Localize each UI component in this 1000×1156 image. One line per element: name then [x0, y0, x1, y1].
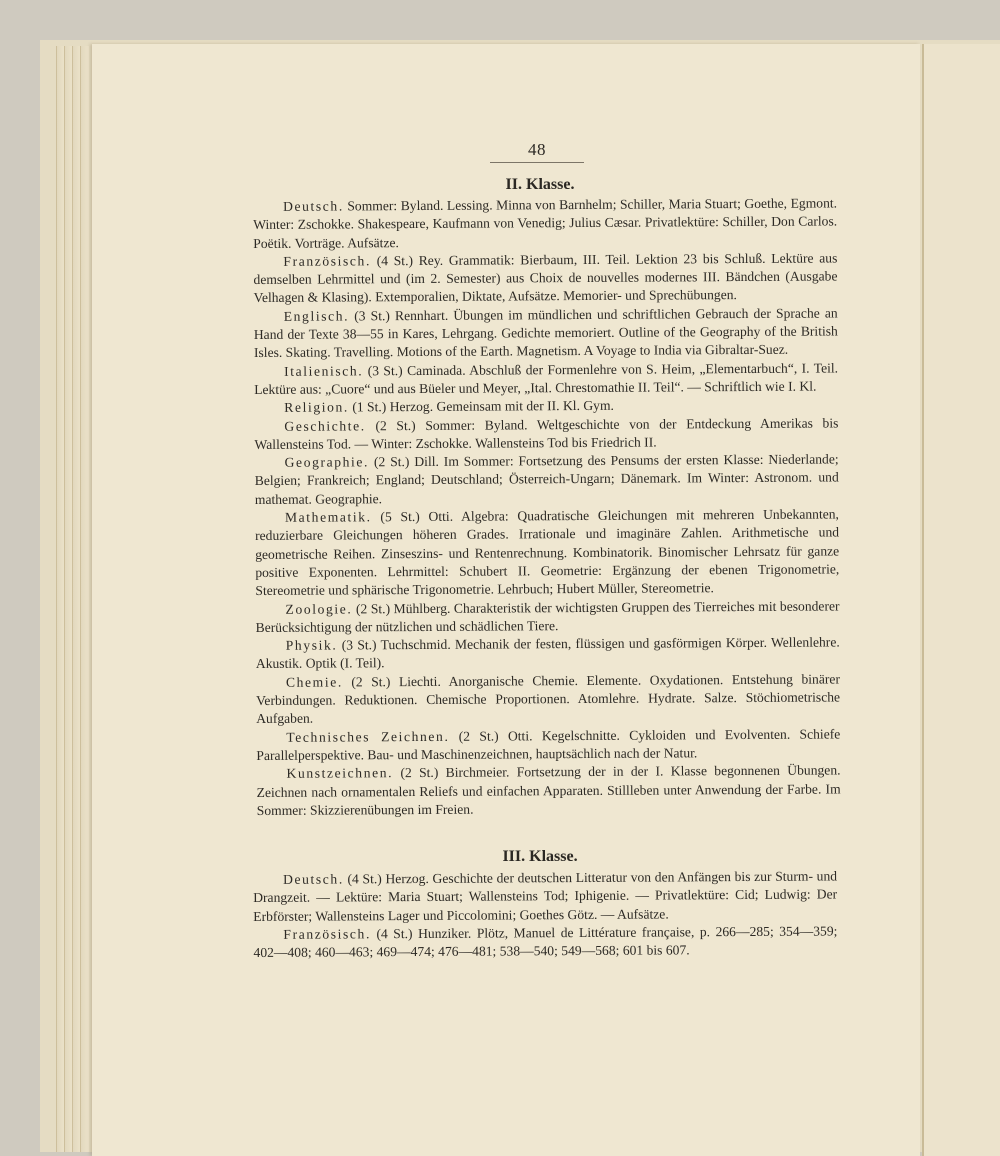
subject-paragraph — [256, 762, 840, 820]
subject-paragraph — [254, 304, 838, 362]
subject-name: Chemie. — [285, 674, 343, 690]
subject-paragraph — [253, 922, 837, 962]
subject-name: Französisch. — [283, 253, 371, 269]
subject-paragraph — [253, 249, 837, 307]
facing-page-edge — [922, 44, 1000, 1156]
subject-name: Italienisch. — [284, 363, 364, 379]
subject-name: Kunstzeichnen. — [286, 765, 394, 782]
subject-description: (3 St.) Caminada. Abschluß der Formenlehre von S. Heim, „Elementarbuch“, I. Teil. Lektüre aus: „Cuore“ und aus Büeler und Meyer, „Ital. Chrestomathie II. Teil“. — Schriftlich wie I. Kl. — [254, 360, 839, 397]
subject-description: (4 St.) Rey. Grammatik: Bierbaum, III. Teil. Lektion 23 bis Schluß. Lektüre aus demselben Lehrmittel und (im 2. Semester) aus Choix de nouvelles modernes III. Bändchen (Ausgabe Velhagen & Klasing). Extemporalien, Diktate, Aufsätze. Memorier- und Sprechübungen. — [253, 250, 838, 306]
subject-paragraph — [253, 867, 837, 925]
subject-description: (3 St.) Tuchschmid. Mechanik der festen, flüssigen und gasförmigen Körper. Wellenlehre. Akustik. Optik (I. Teil). — [255, 634, 840, 672]
subject-paragraph — [255, 597, 839, 637]
page-number: 48 — [490, 140, 584, 163]
subject-description: (2 St.) Liechti. Anorganische Chemie. Elemente. Oxydationen. Entstehung binärer Verbindungen. Reduktionen. Chemische Proportionen. Atomlehre. Hydrate. Salze. Stöchiometrische Aufgaben. — [256, 671, 841, 727]
subject-name: Deutsch. — [283, 198, 344, 214]
subject-description: Sommer: Byland. Lessing. Minna von Barnhelm; Schiller, Maria Stuart; Goethe, Egmont. Winter: Zschokke. Shakespeare, Kaufmann von Venedig; Julius Cæsar. Privatlektüre: Schiller, Don Carlos. Poëtik. Vorträge. Aufsätze. — [253, 195, 838, 251]
subject-paragraph — [255, 451, 839, 509]
subject-name: Deutsch. — [283, 871, 344, 887]
subject-description: (2 St.) Sommer: Byland. Weltgeschichte von der Entdeckung Amerikas bis Wallensteins Tod. — Winter: Zschokke. Wallensteins Tod bis Friedrich II. — [254, 414, 839, 452]
subject-description: (2 St.) Birchmeier. Fortsetzung der in der I. Klasse begonnenen Übungen. Zeichnen nach ornamentalen Reliefs und einfachen Apparaten. Stillleben unter Anwendung der Farbe. Im Sommer: Skizzierenübungen im Freien. — [256, 762, 841, 818]
subject-description: (3 St.) Rennhart. Übungen im mündlichen und schriftlichen Gebrauch der Sprache an Hand der Texte 38—55 in Kares, Lehrgang. Gedichte memoriert. Outline of the Geography of the British Isles. Skating. Travelling. Motions of the Earth. Magnetism. A Voyage to India via Gibraltar-Suez. — [253, 305, 838, 361]
subject-name: Zoologie. — [285, 600, 353, 617]
page-edge — [80, 46, 89, 1152]
subject-name: Mathematik. — [284, 509, 372, 525]
subject-description: (2 St.) Otti. Kegelschnitte. Cykloiden und Evolventen. Schiefe Parallelperspektive. Bau- und Maschinenzeichnen, hauptsächlich nach der Natur. — [256, 726, 841, 763]
section-body — [253, 194, 841, 820]
section-heading: III. Klasse. — [502, 848, 578, 865]
subject-paragraph — [256, 725, 840, 765]
section-body — [253, 867, 838, 962]
subject-description: (2 St.) Mühlberg. Charakteristik der wichtigsten Gruppen des Tierreiches mit besonderer Berücksichtigung der nützlichen und schädlichen Tiere. — [255, 597, 840, 635]
subject-description: (5 St.) Otti. Algebra: Quadratische Gleichungen mit mehreren Unbekannten, reduzierbare Gleichungen höheren Grades. Irrationale und imaginäre Zahlen. Arithmetische und geometrische Reihen. Zinseszins- und Rentenrechnung. Kombinatorik. Binomischer Lehrsatz für ganze positive Exponenten. Lehrmittel: Schubert II. Geometrie: Ergänzung der ebenen Trigonometrie, Stereometrie und sphärische Trigonometrie. Lehrbuch; Hubert Müller, Stereometrie. — [255, 506, 840, 599]
subject-description: (4 St.) Herzog. Geschichte der deutschen Litteratur von den Anfängen bis zur Sturm- und Drangzeit. — Lektüre: Maria Stuart; Wallensteins Tod; Iphigenie. — Privatlektüre: Cid; Ludwig: Der Erbförster; Wallensteins Lager und Piccolomini; Goethes Götz. — Aufsätze. — [253, 868, 838, 924]
subject-paragraph — [256, 670, 840, 728]
subject-paragraph — [253, 194, 837, 252]
subject-name: Englisch. — [283, 308, 350, 324]
subject-description: (4 St.) Hunziker. Plötz, Manuel de Littérature française, p. 266—285; 354—359; 402—408; 460—463; 469—474; 476—481; 538—540; 549—568; 601 bis 607. — [253, 923, 838, 961]
subject-name: Religion. — [284, 399, 349, 416]
subject-name: Physik. — [285, 637, 338, 653]
subject-name: Geographie. — [284, 454, 370, 470]
subject-paragraph — [254, 414, 838, 454]
section-heading: II. Klasse. — [505, 176, 575, 193]
subject-paragraph — [256, 634, 840, 674]
subject-description: (1 St.) Herzog. Gemeinsam mit der II. Kl. Gym. — [352, 398, 614, 415]
subject-name: Französisch. — [283, 926, 371, 942]
subject-name: Technisches Zeichnen. — [286, 728, 450, 745]
subject-paragraph — [255, 505, 840, 600]
subject-description: (2 St.) Dill. Im Sommer: Fortsetzung des Pensums der ersten Klasse: Niederlande; Belgien; Frankreich; England; Deutschland; Österreich-Ungarn; Dänemark. Im Winter: Astronom. und mathemat. Geographie. — [254, 451, 839, 507]
subject-paragraph — [254, 359, 838, 399]
subject-name: Geschichte. — [284, 417, 366, 434]
